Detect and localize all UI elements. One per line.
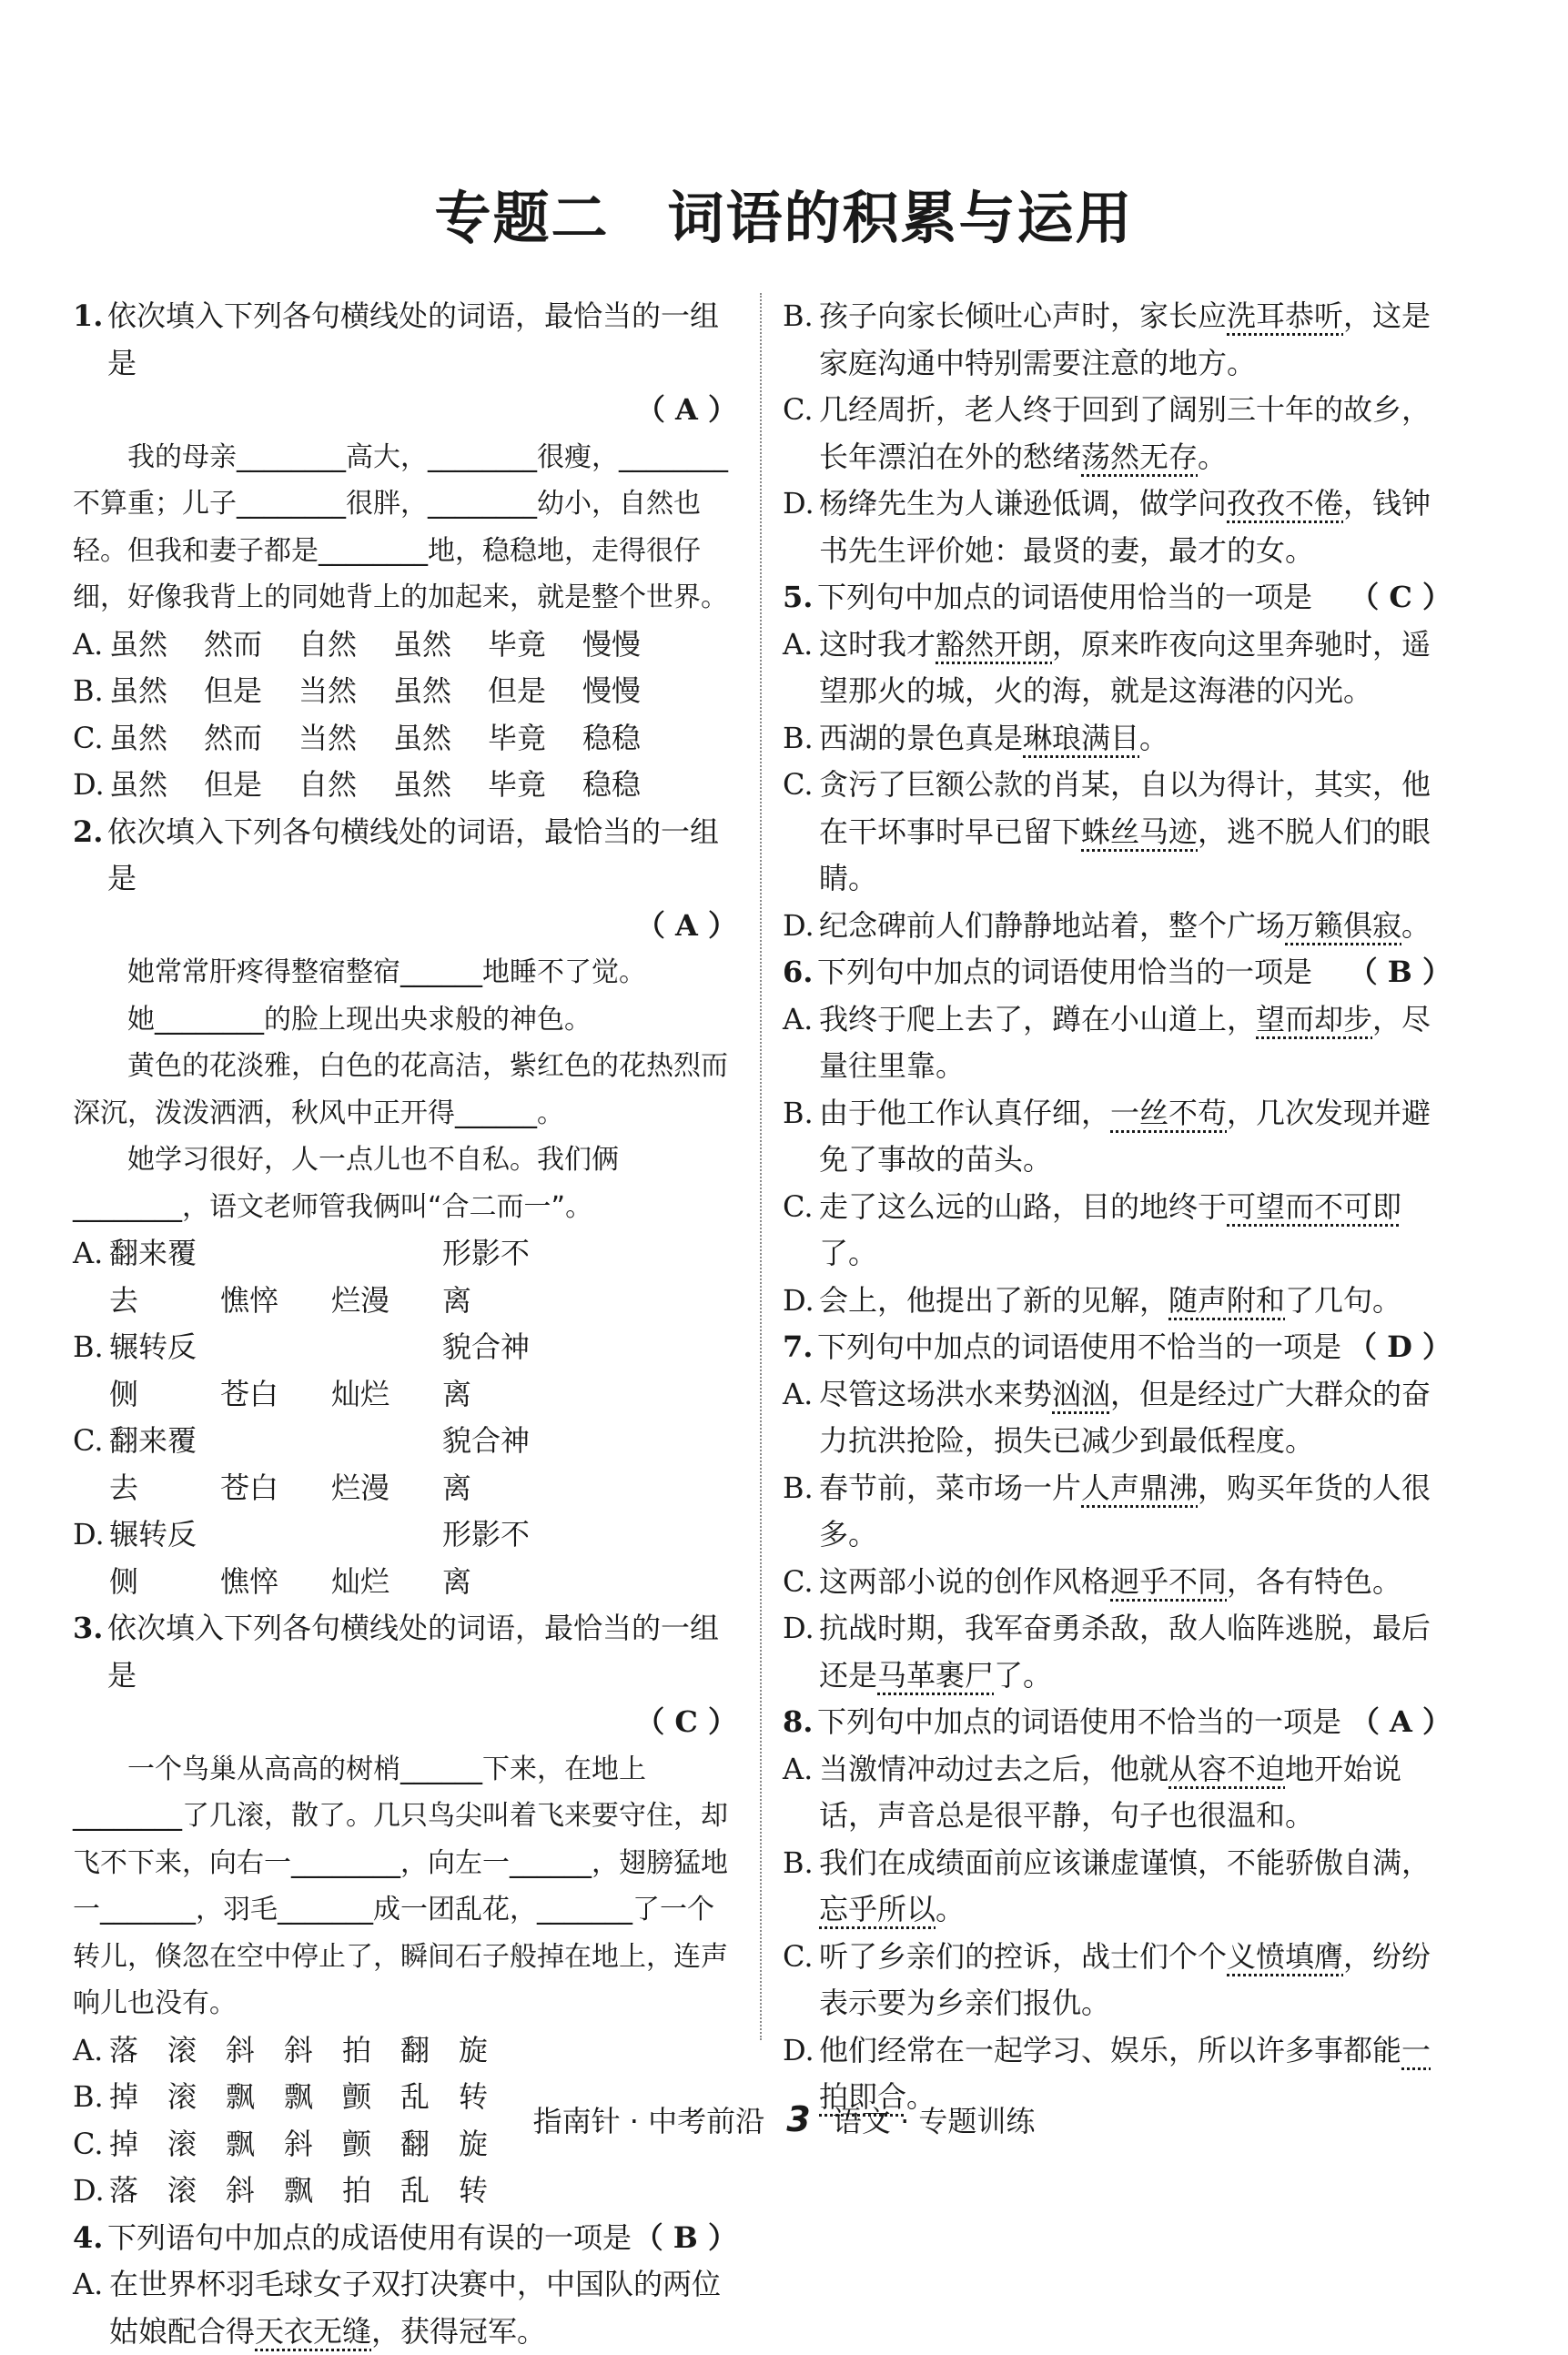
option-label: D. [783,2032,814,2067]
question-1 [73,293,737,434]
emphasized-phrase: 一拍即合 [819,2032,1431,2114]
option-word: 毕竟 [488,626,547,662]
option-text: ，获得冠军。 [371,2313,547,2349]
question-number: 8. [783,1704,814,1739]
option-word: 慢慢 [582,626,642,662]
option-word: 翻 [400,2126,430,2161]
question-7 [783,1324,1452,1371]
option-text: 我终于爬上去了，蹲在小山道上， [819,1001,1257,1036]
option-label: B. [73,1329,104,1364]
option-row [783,1559,1452,1606]
question-stem: 依次填入下列各句横线处的词语，最恰当的一组是 [107,814,720,895]
footer-right: 语文 · 专题训练 [832,2104,1036,2138]
option-list [783,293,1452,574]
option-label: D. [73,767,105,802]
option-row [783,1465,1452,1559]
emphasized-phrase: 迥乎不同 [1110,1563,1228,1599]
emphasized-phrase: 随声附和 [1168,1282,1286,1318]
option-word: 稳稳 [582,767,642,802]
emphasized-phrase: 琳琅满目 [1023,720,1140,755]
option-word: 掉 [109,2079,139,2114]
option-word: 乱 [400,2079,430,2114]
option-word: 虽然 [393,720,452,755]
emphasized-phrase: 可望而不可即 [1227,1188,1402,1224]
option-text: ，几次发现并避免了事故的苗头。 [819,1095,1431,1177]
option-row [73,1511,737,1605]
option-label: B. [783,298,814,333]
option-word: 貌合神离 [442,1423,531,1505]
option-text: 当激情冲动过去之后，他就 [819,1751,1169,1786]
option-text: ，但是经过广大群众的奋力抗洪抢险，损失已减少到最低程度。 [819,1376,1431,1458]
option-text: 。 [936,1892,966,1926]
question-number: 2. [73,814,104,849]
option-word: 灿烂 [331,1376,390,1411]
right-column [783,293,1452,2121]
option-row [73,1230,737,1324]
option-text: ，购买年货的人很多。 [819,1470,1431,1551]
option-text: ，各有特色。 [1227,1563,1402,1599]
question-5 [783,574,1452,622]
option-label: C. [783,767,814,802]
option-word: 旋 [459,2032,489,2067]
question-stem: 依次填入下列各句横线处的词语，最恰当的一组是 [107,298,720,380]
option-list [783,622,1452,950]
option-word: 滚 [167,2173,197,2208]
option-row [73,668,737,715]
option-text: ，这是家庭沟通中特别需要注意的地方。 [819,298,1431,380]
option-text: 这两部小说的创作风格 [819,1563,1111,1599]
question-stem: 下列句中加点的词语使用不恰当的一项是 [817,1329,1342,1364]
option-row [783,293,1452,387]
option-text: 地开始说话，声音总是很平静，句子也很温和。 [819,1751,1402,1833]
question-number: 6. [783,955,814,989]
option-word: 憔悴 [220,1282,279,1318]
option-row [73,2261,737,2355]
option-text: 在世界杯羽毛球女子双打决赛中，中国队的两位姑娘配合得 [109,2267,722,2349]
footer-left: 指南针 · 中考前沿 [532,2104,765,2138]
sentence: 她________的脸上现出央求般的神色。 [127,1003,592,1036]
answer: （ D ） [1347,1329,1452,1364]
option-label: D. [73,2173,105,2208]
option-word: 虽然 [109,673,168,708]
option-label: A. [73,1236,104,1270]
emphasized-phrase: 一丝不苟 [1110,1095,1228,1130]
question-stem: 下列语句中加点的成语使用有误的一项是 [107,2219,632,2255]
question-8 [783,1699,1452,1746]
option-word: 乱 [400,2173,430,2208]
option-word: 滚 [167,2126,197,2161]
option-word: 苍白 [220,1376,279,1411]
option-word: 辗转反侧 [109,1517,197,1599]
emphasized-phrase: 人声鼎沸 [1081,1470,1199,1505]
option-list [73,2261,737,2355]
option-text: 几经周折，老人终于回到了阔别三十年的故乡，长年漂泊在外的愁绪 [819,392,1431,474]
option-row [783,903,1452,950]
option-label: C. [783,1938,814,1974]
option-word: 稳稳 [582,720,642,755]
option-row [73,622,737,669]
question-number: 3. [73,1611,104,1645]
option-row [783,1090,1452,1184]
option-list [73,1230,737,1605]
option-text: 抗战时期，我军奋勇杀敌，敌人临阵逃脱，最后还是 [819,1611,1431,1693]
option-word: 虽然 [393,767,452,802]
option-label: D. [783,907,814,943]
option-label: C. [783,1188,814,1224]
sentence: 她学习很好，人一点儿也不自私。我们俩________，语文老师管我俩叫“合二而一”。 [73,1144,619,1223]
option-word: 虽然 [109,720,168,755]
question-stem: 依次填入下列各句横线处的词语，最恰当的一组是 [107,1611,720,1693]
emphasized-phrase: 万籁俱寂 [1285,907,1402,943]
question-number: 5. [783,580,814,614]
option-label: D. [73,1517,105,1551]
column-divider [760,293,762,2040]
option-word: 翻来覆去 [109,1423,197,1505]
option-text: 听了乡亲们的控诉，战士们个个 [819,1938,1228,1974]
answer: （ A ） [635,907,737,943]
answer: （ C ） [635,1704,737,1739]
page-footer [0,2098,1568,2140]
option-text: 春节前，菜市场一片 [819,1470,1082,1505]
option-text: 由于他工作认真仔细， [819,1095,1111,1130]
option-label: D. [783,1282,814,1318]
option-row [783,1746,1452,1840]
option-row [73,715,737,763]
answer: （ C ） [1350,580,1452,614]
option-text: 杨绛先生为人谦逊低调，做学问 [819,486,1228,521]
option-word: 但是 [204,767,263,802]
option-word: 形影不离 [442,1236,531,1318]
option-label: A. [73,2267,104,2301]
emphasized-phrase: 汹汹 [1052,1376,1111,1411]
option-word: 飘 [226,2126,256,2161]
option-word: 拍 [342,2173,372,2208]
option-label: A. [783,1751,814,1786]
option-label: C. [73,1423,104,1458]
option-word: 自然 [298,767,358,802]
option-text: 了。 [819,1236,878,1270]
option-word: 飘 [284,2173,314,2208]
option-label: B. [783,1845,814,1880]
option-word: 飘 [284,2079,314,2114]
option-label: A. [783,626,814,662]
question-4 [73,2215,737,2262]
option-word: 掉 [109,2126,139,2161]
option-word: 拍 [342,2032,372,2067]
option-word: 飘 [226,2079,256,2114]
answer: （ A ） [1350,1704,1452,1739]
option-label: D. [783,1611,814,1645]
emphasized-phrase: 洗耳恭听 [1227,298,1344,333]
emphasized-phrase: 蛛丝马迹 [1081,814,1199,849]
option-label: C. [783,1563,814,1599]
option-row [73,1418,737,1511]
option-row [783,996,1452,1090]
answer: （ B ） [1348,955,1452,989]
option-word: 然而 [204,626,263,662]
emphasized-phrase: 望而却步 [1256,1001,1373,1036]
option-label: A. [73,626,104,662]
option-word: 旋 [459,2126,489,2161]
option-word: 颤 [342,2126,372,2161]
option-word: 翻来覆去 [109,1236,197,1318]
option-list [73,622,737,809]
option-label: C. [73,720,104,755]
option-text: ，尽量往里靠。 [819,1001,1431,1083]
option-label: B. [783,720,814,755]
option-row [783,1278,1452,1325]
option-row [783,1840,1452,1934]
option-word: 滚 [167,2079,197,2114]
option-row [73,2168,737,2215]
option-text: 尽管这场洪水来势 [819,1376,1053,1411]
question-stem: 下列句中加点的词语使用恰当的一项是 [817,955,1313,989]
option-text: 。 [1139,720,1169,755]
question-2 [73,809,737,950]
sentence: 黄色的花淡雅，白色的花高洁，紫红色的花热烈而深沉，泼泼洒洒，秋风中正开得______。 [73,1050,728,1129]
option-word: 貌合神离 [442,1329,531,1411]
option-text: 他们经常在一起学习、娱乐，所以许多事都能 [819,2032,1402,2067]
emphasized-phrase: 从容不迫 [1168,1751,1286,1786]
answer: （ B ） [633,2219,737,2255]
option-word: 自然 [298,626,358,662]
emphasized-phrase: 忘乎所以 [819,1892,936,1926]
option-row [783,480,1452,574]
option-word: 虽然 [109,767,168,802]
option-label: B. [783,1470,814,1505]
option-word: 斜 [226,2173,256,2208]
option-text: 西湖的景色真是 [819,720,1024,755]
passage: 我的母亲________高大，________很瘦，________不算重；儿子________很胖，________幼小，自然也轻。但我和妻子都是________地，稳稳地，走得很仔细，好像我背上的同她背上的加起来，就是整个世界。 [73,440,728,613]
option-text: 这时我才 [819,626,936,662]
question-number: 1. [73,298,104,333]
option-text: 纪念碑前人们静静地站着，整个广场 [819,907,1286,943]
option-row [783,387,1452,480]
emphasized-phrase: 义愤填膺 [1227,1938,1344,1974]
option-label: C. [73,2126,104,2161]
option-word: 翻 [400,2032,430,2067]
page-title: 专题二 词语的积累与运用 [434,185,1134,251]
left-column [73,293,737,2355]
option-text: ，原来昨夜向这里奔驰时，遥望那火的城，火的海，就是这海港的闪光。 [819,626,1431,708]
option-word: 形影不离 [442,1517,531,1599]
question-number: 4. [73,2219,104,2255]
answer: （ A ） [635,392,737,427]
option-word: 但是 [488,673,547,708]
option-label: C. [783,392,814,427]
question-3 [73,1605,737,1746]
option-word: 落 [109,2032,139,2067]
option-row [73,1324,737,1418]
option-label: A. [73,2032,104,2067]
passage: 一个鸟巢从高高的树梢______下来，在地上________了几滚，散了。几只鸟尖叫着飞来要守住，却飞不下来，向右一________，向左一______，翅膀猛地一_______，羽毛_______成一团乱花，_______了一个转儿，倏忽在空中停止了，瞬间石子般掉在地上，连声响儿也没有。 [73,1753,728,2019]
option-label: A. [783,1001,814,1036]
question-number: 7. [783,1329,814,1364]
option-word: 转 [459,2079,489,2114]
option-row [783,762,1452,903]
option-word: 苍白 [220,1470,279,1505]
option-word: 慢慢 [582,673,642,708]
question-stem: 下列句中加点的词语使用不恰当的一项是 [817,1704,1342,1739]
option-word: 灿烂 [331,1563,390,1599]
option-text: 孩子向家长倾吐心声时，家长应 [819,298,1228,333]
emphasized-phrase: 天衣无缝 [255,2313,372,2349]
option-word: 落 [109,2173,139,2208]
option-label: B. [73,2079,104,2114]
option-text: 了几句。 [1285,1282,1402,1318]
option-list [783,996,1452,1325]
option-row [783,1934,1452,2027]
option-word: 虽然 [393,673,452,708]
option-row [783,1184,1452,1278]
option-row [783,1605,1452,1699]
option-text: 。 [1198,439,1228,474]
option-word: 转 [459,2173,489,2208]
question-6 [783,949,1452,996]
option-word: 憔悴 [220,1563,279,1599]
option-label: A. [783,1376,814,1411]
option-row [73,2027,737,2075]
option-word: 虽然 [393,626,452,662]
option-label: B. [73,673,104,708]
option-row [783,715,1452,763]
option-list [783,1746,1452,2121]
option-text: 会上，他提出了新的见解， [819,1282,1169,1318]
option-text: 。 [906,2079,936,2114]
emphasized-phrase: 马革裹尸 [877,1657,995,1693]
option-row [783,622,1452,715]
sentence: 她常常肝疼得整宿整宿______地睡不了觉。 [127,956,646,988]
option-row [73,762,737,809]
option-word: 斜 [226,2032,256,2067]
option-word: 虽然 [109,626,168,662]
option-word: 斜 [284,2032,314,2067]
option-list [783,1371,1452,1700]
page-number: 3 [786,2099,811,2139]
option-text: ，逃不脱人们的眼睛。 [819,814,1431,895]
option-text: 走了这么远的山路，目的地终于 [819,1188,1228,1224]
option-text: 我们在成绩面前应该谦虚谨慎，不能骄傲自满， [819,1845,1431,1880]
option-label: D. [783,486,814,521]
emphasized-phrase: 荡然无存 [1081,439,1199,474]
option-row [783,1371,1452,1465]
option-word: 但是 [204,673,263,708]
option-word: 当然 [298,720,358,755]
option-word: 然而 [204,720,263,755]
option-word: 毕竟 [488,720,547,755]
option-text: ，钱钟书先生评价她：最贤的妻，最才的女。 [819,486,1431,568]
option-word: 烂漫 [331,1282,390,1318]
option-word: 毕竟 [488,767,547,802]
option-text: 贪污了巨额公款的肖某，自以为得计，其实，他在干坏事时早已留下 [819,767,1431,849]
option-word: 烂漫 [331,1470,390,1505]
option-word: 滚 [167,2032,197,2067]
question-stem: 下列句中加点的词语使用恰当的一项是 [817,580,1313,614]
option-word: 当然 [298,673,358,708]
option-text: ，纷纷表示要为乡亲们报仇。 [819,1938,1431,2020]
option-text: 了。 [994,1657,1053,1693]
option-text: 。 [1401,907,1431,943]
option-word: 斜 [284,2126,314,2161]
option-label: B. [783,1095,814,1130]
emphasized-phrase: 豁然开朗 [936,626,1053,662]
emphasized-phrase: 孜孜不倦 [1227,486,1344,521]
option-word: 辗转反侧 [109,1329,197,1411]
option-word: 颤 [342,2079,372,2114]
